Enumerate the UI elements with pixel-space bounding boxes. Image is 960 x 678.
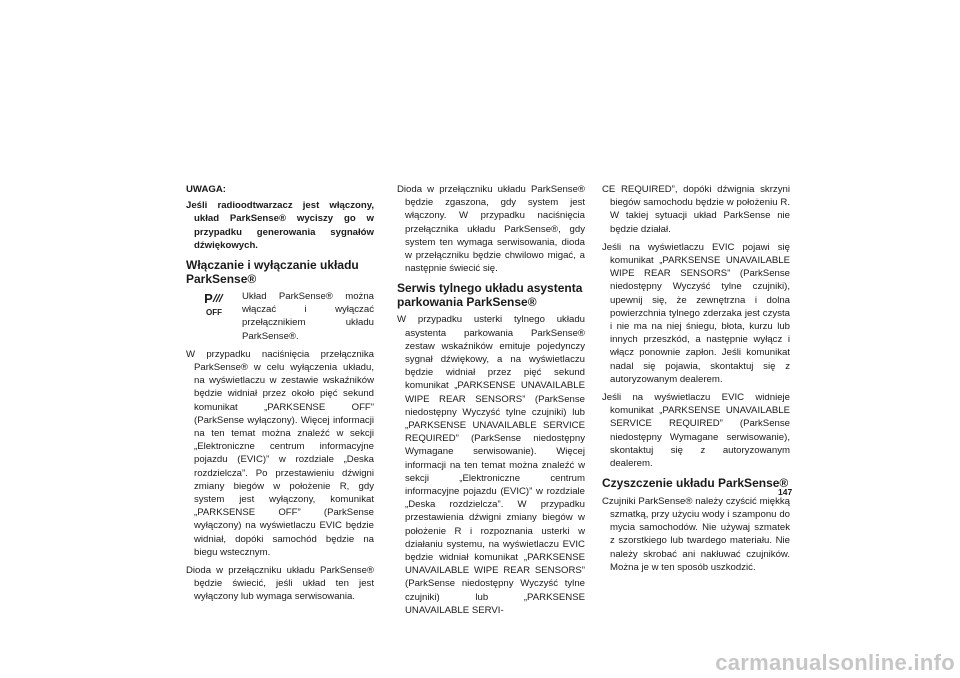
paragraph: W przypadku usterki tylnego układu asystenta parkowania ParkSense® zestaw wskaźników emituje pojedynczy sygnał dźwiękowy, a na wyświetlaczu będzie widniał przez pięć sekund komunikat „PARKSENSE UNAVAILABLE WIPE REAR SENSORS” (ParkSense niedostępny Wyczyść tylne czujniki) lub „PARKSENSE UNAVAILABLE SERVICE REQUIRED” (ParkSense niedostępny Wymagane serwisowanie). Więcej informacji na ten temat można znaleźć w sekcji „Elektroniczne centrum informacyjne pojazdu (EVIC)” w rozdziale „Deska rozdzielcza”. W przypadku przestawienia dźwigni zmiany biegów w położenie R i rozpoznania usterki w działaniu systemu, na wyświetlaczu EVIC będzie widniał komunikat „PARKSENSE UNAVAILABLE WIPE REAR SENSORS” (ParkSense niedostępny Wyczyść tylne czujniki) lub „PARKSENSE UNAVAILABLE SERVI- bbox=[397, 314, 585, 616]
paragraph: Czujniki ParkSense® należy czyścić miękką szmatką, przy użyciu wody i szamponu do mycia samochodów. Nie używaj szmatek z szorstkiego lub twardego materiału. Nie należy skrobać ani nakłuwać czujników. Można je w ten sposób uszkodzić. bbox=[602, 495, 790, 573]
page-number: 147 bbox=[778, 487, 793, 497]
icon-text: Układ ParkSense® można włączać i wyłączać przełącznikiem układu ParkSense®. bbox=[242, 291, 374, 342]
section-heading-parksense-service: Serwis tylnego układu asystenta parkowania ParkSense® bbox=[397, 281, 583, 309]
paragraph: Dioda w przełączniku układu ParkSense® będzie świecić, jeśli układ ten jest wyłączony lub wymaga serwisowania. bbox=[186, 565, 374, 603]
column-left bbox=[186, 183, 374, 609]
watermark: carmanualsonline.info bbox=[715, 650, 955, 675]
paragraph: W przypadku naciśnięcia przełącznika ParkSense® w celu wyłączenia układu, na wyświetlaczu w zestawie wskaźników będzie widniał przez około pięć sekund komunikat „PARKSENSE OFF” (ParkSense wyłączony). Więcej informacji na ten temat można znaleźć w sekcji „Elektroniczne centrum informacyjne pojazdu (EVIC)” w rozdziale „Deska rozdzielcza”. Po przestawieniu dźwigni zmiany biegów w położenie R, gdy system jest wyłączony, komunikat „PARKSENSE OFF” (ParkSense wyłączony) na wyświetlaczu EVIC będzie widniał, dopóki samochód będzie na biegu wstecznym. bbox=[186, 348, 374, 558]
column-right bbox=[602, 183, 793, 579]
section-heading-parksense-cleaning: Czyszczenie układu ParkSense® bbox=[602, 476, 789, 491]
paragraph: Dioda w przełączniku układu ParkSense® będzie zgaszona, gdy system jest włączony. W przypadku naciśnięcia przełącznika układu ParkSense®, gdy system ten wymaga serwisowania, dioda w przełączniku będzie chwilowo migać, a następnie świecić się. bbox=[397, 184, 585, 275]
icon-paragraph bbox=[186, 290, 374, 343]
paragraph: Jeśli na wyświetlaczu EVIC widnieje komunikat „PARKSENSE UNAVAILABLE SERVICE REQUIRED” (ParkSense niedostępny Wymagane serwisowanie), skontaktuj się z autoryzowanym dealerem. bbox=[602, 392, 790, 470]
icon-off-label: OFF bbox=[206, 308, 222, 318]
parksense-off-icon: P OFF bbox=[204, 291, 222, 318]
paragraph: CE REQUIRED”, dopóki dźwignia skrzyni biegów samochodu będzie w położeniu R. W takiej sytuacji układ ParkSense nie będzie działał. bbox=[602, 184, 790, 235]
paragraph: Jeśli na wyświetlaczu EVIC pojawi się komunikat „PARKSENSE UNAVAILABLE WIPE REAR SENSORS” (ParkSense niedostępny Wyczyść tylne czujniki), upewnij się, że zewnętrzna i dolna powierzchnia tylnego zderzaka jest czysta i nie ma na niej śniegu, błota, kurzu lub innych przeszkód, a następnie wyłącz i włącz ponownie zapłon. Jeśli komunikat nadal się pojawia, skontaktuj się z autoryzowanym dealerem. bbox=[602, 241, 790, 385]
warning-title: UWAGA: bbox=[186, 184, 226, 195]
warning-text: Jeśli radioodtwarzacz jest włączony, układ ParkSense® wyciszy go w przypadku generowania sygnałów dźwiękowych. bbox=[186, 200, 374, 251]
column-middle bbox=[397, 183, 585, 622]
section-heading-parksense-toggle: Włączanie i wyłączanie układu ParkSense® bbox=[186, 258, 359, 286]
